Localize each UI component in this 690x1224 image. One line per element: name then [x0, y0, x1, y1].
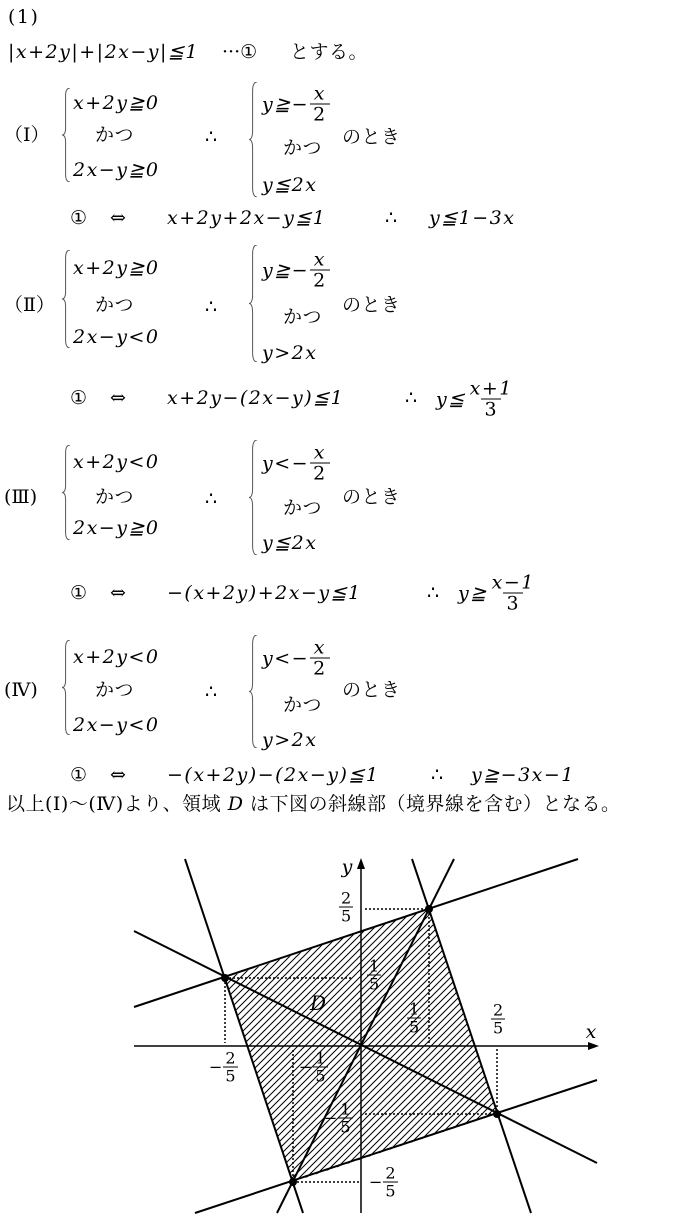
- result-and: かつ: [283, 694, 323, 716]
- left-brace-icon: [249, 82, 258, 197]
- tick-label-y-2-5: [338, 890, 353, 925]
- when-label: のとき: [342, 679, 401, 701]
- minus-sign: −: [209, 1057, 223, 1077]
- fraction-denominator: 5: [369, 974, 380, 994]
- x-axis-label: x: [585, 1021, 597, 1043]
- result-1-prefix: y≧−: [262, 93, 310, 115]
- fraction-denominator: 5: [385, 1181, 396, 1201]
- fraction-denominator: 5: [225, 1066, 236, 1086]
- region-name: D: [227, 793, 244, 815]
- equation-result: y≧−3x−1: [471, 764, 575, 786]
- case-label: （Ⅱ）: [4, 294, 55, 316]
- equation-ref: ①: [70, 764, 88, 786]
- equation-ref: ①: [70, 387, 88, 409]
- inequality-ref: ···①: [222, 41, 258, 63]
- equation-expression: x+2y+2x−y≦1: [167, 207, 327, 229]
- therefore-symbol: ∴: [405, 387, 418, 409]
- condition-and: かつ: [95, 486, 135, 508]
- case-label: (Ⅲ): [4, 486, 38, 508]
- left-brace-icon: [249, 440, 258, 555]
- fraction: [310, 443, 330, 484]
- tick-label-y-minus-2-5: [369, 1165, 398, 1200]
- left-brace-icon: [62, 250, 71, 348]
- minus-sign: −: [324, 1108, 338, 1128]
- equation-result: [436, 379, 516, 420]
- when-label: のとき: [342, 294, 401, 316]
- result-and: かつ: [283, 306, 323, 328]
- result-2: y≦2x: [262, 532, 318, 554]
- tick-label-x-2-5: [490, 1002, 505, 1037]
- tick-label-y-minus-1-5: [324, 1101, 353, 1136]
- condition-1: x+2y<0: [73, 451, 160, 473]
- left-brace-icon: [249, 245, 258, 362]
- condition-and: かつ: [95, 124, 135, 146]
- equation-expression: −(x+2y)−(2x−y)≦1: [167, 764, 380, 786]
- conclusion-after: は下図の斜線部（境界線を含む）となる。: [243, 793, 621, 815]
- fraction-numerator: x+1: [469, 377, 513, 400]
- equation-expression: x+2y−(2x−y)≦1: [167, 387, 345, 409]
- fraction-numerator: 2: [341, 888, 352, 908]
- fraction: [489, 573, 538, 614]
- tick-label-x-minus-2-5: [209, 1050, 238, 1085]
- fraction-numerator: x: [313, 636, 326, 659]
- conclusion-before: 以上(Ⅰ)～(Ⅳ)より、領域: [6, 793, 228, 815]
- iff-symbol: ⇔: [110, 387, 126, 409]
- fraction-numerator: 2: [385, 1163, 396, 1183]
- minus-sign: −: [299, 1057, 313, 1077]
- fraction-numerator: x: [313, 82, 326, 105]
- fraction-numerator: x: [313, 441, 326, 464]
- when-label: のとき: [342, 126, 401, 148]
- fraction: [310, 250, 330, 291]
- iff-symbol: ⇔: [110, 582, 126, 604]
- fraction-denominator: 5: [340, 1117, 351, 1137]
- fraction-denominator: 2: [310, 658, 330, 679]
- fraction-denominator: 2: [310, 463, 330, 484]
- condition-1: x+2y<0: [73, 646, 160, 668]
- when-label: のとき: [342, 486, 401, 508]
- inequality-suffix: とする。: [290, 41, 369, 63]
- condition-2: 2x−y<0: [73, 714, 160, 736]
- condition-2: 2x−y<0: [73, 326, 160, 348]
- result-and: かつ: [283, 497, 323, 519]
- minus-sign: −: [369, 1172, 383, 1192]
- fraction-denominator: 5: [409, 1017, 420, 1037]
- part-number: (1): [8, 6, 40, 28]
- result-2: y>2x: [262, 342, 318, 364]
- condition-and: かつ: [95, 679, 135, 701]
- tick-label-x-minus-1-5: [299, 1050, 328, 1085]
- fraction-denominator: 5: [493, 1018, 504, 1038]
- fraction-numerator: 2: [493, 1000, 504, 1020]
- result-1: [262, 443, 330, 484]
- therefore-symbol: ∴: [205, 488, 218, 510]
- equation-result: y≦1−3x: [429, 207, 516, 229]
- fraction-denominator: 5: [315, 1066, 326, 1086]
- fraction-numerator: 1: [340, 1099, 351, 1119]
- fraction: [310, 84, 330, 125]
- result-2: y>2x: [262, 729, 318, 751]
- result-1: [262, 250, 330, 291]
- fraction-denominator: 2: [310, 270, 330, 291]
- equation-expression: −(x+2y)+2x−y≦1: [167, 582, 362, 604]
- iff-symbol: ⇔: [110, 764, 126, 786]
- fraction: [310, 638, 330, 679]
- y-axis-label: y: [341, 856, 353, 878]
- main-inequality: |x+2y|+|2x−y|≦1: [8, 41, 199, 63]
- fraction-numerator: 1: [409, 999, 420, 1019]
- tick-label-y-1-5: [366, 958, 381, 993]
- left-brace-icon: [62, 445, 71, 540]
- equation-ref: ①: [70, 582, 88, 604]
- therefore-symbol: ∴: [205, 681, 218, 703]
- result-1: [262, 638, 330, 679]
- fraction-numerator: 1: [315, 1048, 326, 1068]
- condition-1: x+2y≧0: [73, 92, 160, 114]
- condition-2: 2x−y≧0: [73, 159, 160, 181]
- boundary-lines: [134, 859, 597, 1213]
- left-brace-icon: [62, 88, 71, 182]
- therefore-symbol: ∴: [205, 126, 218, 148]
- fraction-numerator: 1: [369, 956, 380, 976]
- conclusion-text: [6, 793, 620, 815]
- fraction-denominator: 5: [341, 906, 352, 926]
- condition-and: かつ: [95, 294, 135, 316]
- therefore-symbol: ∴: [385, 207, 398, 229]
- result-2: y≦2x: [262, 174, 318, 196]
- equation-result: [458, 573, 538, 614]
- therefore-symbol: ∴: [205, 296, 218, 318]
- result-and: かつ: [283, 137, 323, 159]
- fraction-numerator: x−1: [491, 571, 535, 594]
- result-prefix: y≧: [458, 582, 488, 604]
- x-axis-arrow-icon: [588, 1042, 599, 1050]
- fraction-denominator: 3: [481, 399, 501, 420]
- result-1-prefix: y<−: [262, 452, 310, 474]
- therefore-symbol: ∴: [431, 764, 444, 786]
- equation-ref: ①: [70, 207, 88, 229]
- fraction: [467, 379, 516, 420]
- result-1-prefix: y<−: [262, 647, 310, 669]
- y-axis-arrow-icon: [357, 858, 365, 869]
- left-brace-icon: [249, 635, 258, 748]
- result-1-prefix: y≧−: [262, 259, 310, 281]
- result-1: [262, 84, 330, 125]
- case-label: (Ⅳ): [4, 679, 38, 701]
- left-brace-icon: [62, 640, 71, 735]
- therefore-symbol: ∴: [427, 582, 440, 604]
- condition-2: 2x−y≧0: [73, 517, 160, 539]
- fraction-numerator: x: [313, 248, 326, 271]
- result-prefix: y≦: [436, 388, 466, 410]
- region-label: D: [309, 991, 327, 1015]
- case-label: （Ⅰ）: [4, 124, 50, 146]
- iff-symbol: ⇔: [110, 207, 126, 229]
- fraction-denominator: 2: [310, 104, 330, 125]
- fraction-denominator: 3: [503, 593, 523, 614]
- fraction-numerator: 2: [225, 1048, 236, 1068]
- tick-label-x-1-5: [406, 1001, 421, 1036]
- condition-1: x+2y≧0: [73, 257, 160, 279]
